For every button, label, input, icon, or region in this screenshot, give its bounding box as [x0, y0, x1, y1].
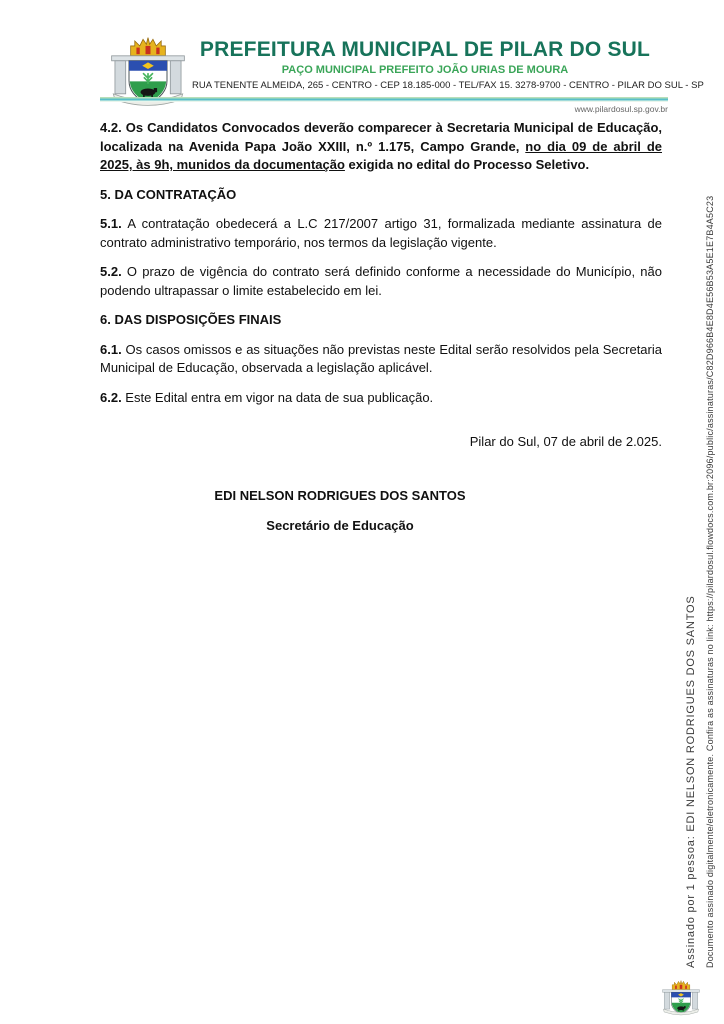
paragraph-4-2-text: 4.2. Os Candidatos Convocados deverão comparecer à Secretaria Municipal de Educação, localizada na Avenida Papa João XXIII, n.º 1.175, Campo Grande,: [100, 120, 662, 154]
paragraph-4-2: [100, 119, 662, 175]
signatory-role: Secretário de Educação: [266, 518, 414, 533]
dateline: Pilar do Sul, 07 de abril de 2.025.: [469, 434, 662, 449]
signed-by-text: Assinado por 1 pessoa: EDI NELSON RODRIGUES DOS SANTOS: [685, 595, 697, 968]
section-6-heading: 6. DAS DISPOSIÇÕES FINAIS: [100, 312, 282, 327]
address-line: RUA TENENTE ALMEIDA, 265 - CENTRO - CEP 18.185-000 - TEL/FAX 15. 3278-9700 - CENTRO - PILAR DO SUL - SP: [192, 80, 704, 91]
paragraph-6-2-text: Este Edital entra em vigor na data de sua publicação.: [121, 389, 434, 405]
paragraph-4-2-underlined-text: no dia 09 de abril de 2025, às 9h, munidos da documentação: [100, 138, 662, 172]
letterhead: [100, 36, 704, 98]
paragraph-6-2-number: 6.2.: [100, 389, 122, 405]
paragraph-6-1-text: Os casos omissos e as situações não previstas neste Edital serão resolvidos pela Secretaria Municipal de Educação, observada a legislação aplicável.: [100, 341, 662, 375]
paragraph-6-2: [100, 389, 662, 408]
paragraph-5-2: [100, 263, 662, 300]
paragraph-6-1-number: 6.1.: [100, 341, 122, 357]
paragraph-5-2-number: 5.2.: [100, 264, 122, 279]
paragraph-5-1-text: A contratação obedecerá a L.C 217/2007 artigo 31, formalizada mediante assinatura de contrato administrativo temporário, nos termos da legislação vigente.: [100, 216, 662, 250]
paragraph-5-1: [100, 215, 662, 252]
paragraph-6-1: [100, 341, 662, 378]
municipality-title: PREFEITURA MUNICIPAL DE PILAR DO SUL: [199, 38, 651, 61]
section-5-heading: 5. DA CONTRATAÇÃO: [100, 186, 237, 202]
paragraph-5-2-text: O prazo de vigência do contrato será definido conforme a necessidade do Município, não podendo ultrapassar o limite estabelecido em lei.: [100, 264, 662, 298]
signature-block: [100, 487, 580, 536]
verification-link-text: Documento assinado digitalmente/eletronicamente. Confira as assinaturas no link: https://pilardosul.flowdocs.com.br:2096/public/assinaturas/C82D966B4E8D4E56B53A5E1E7B4A5C23: [705, 195, 715, 968]
coat-of-arms-icon: [660, 977, 702, 1021]
signatory-name: EDI NELSON RODRIGUES DOS SANTOS: [214, 487, 466, 503]
letterhead-text: [192, 38, 704, 91]
paragraph-5-1-number: 5.1.: [100, 216, 122, 231]
header-divider: [100, 97, 668, 102]
palace-subtitle: PAÇO MUNICIPAL PREFEITO JOÃO URIAS DE MOURA: [281, 64, 569, 76]
document-body: [100, 119, 662, 547]
digital-signature-stamp: [682, 152, 720, 968]
website-url: www.pilardosul.sp.gov.br: [574, 104, 668, 114]
paragraph-4-2-tail-text: exigida no edital do Processo Seletivo.: [344, 157, 590, 172]
